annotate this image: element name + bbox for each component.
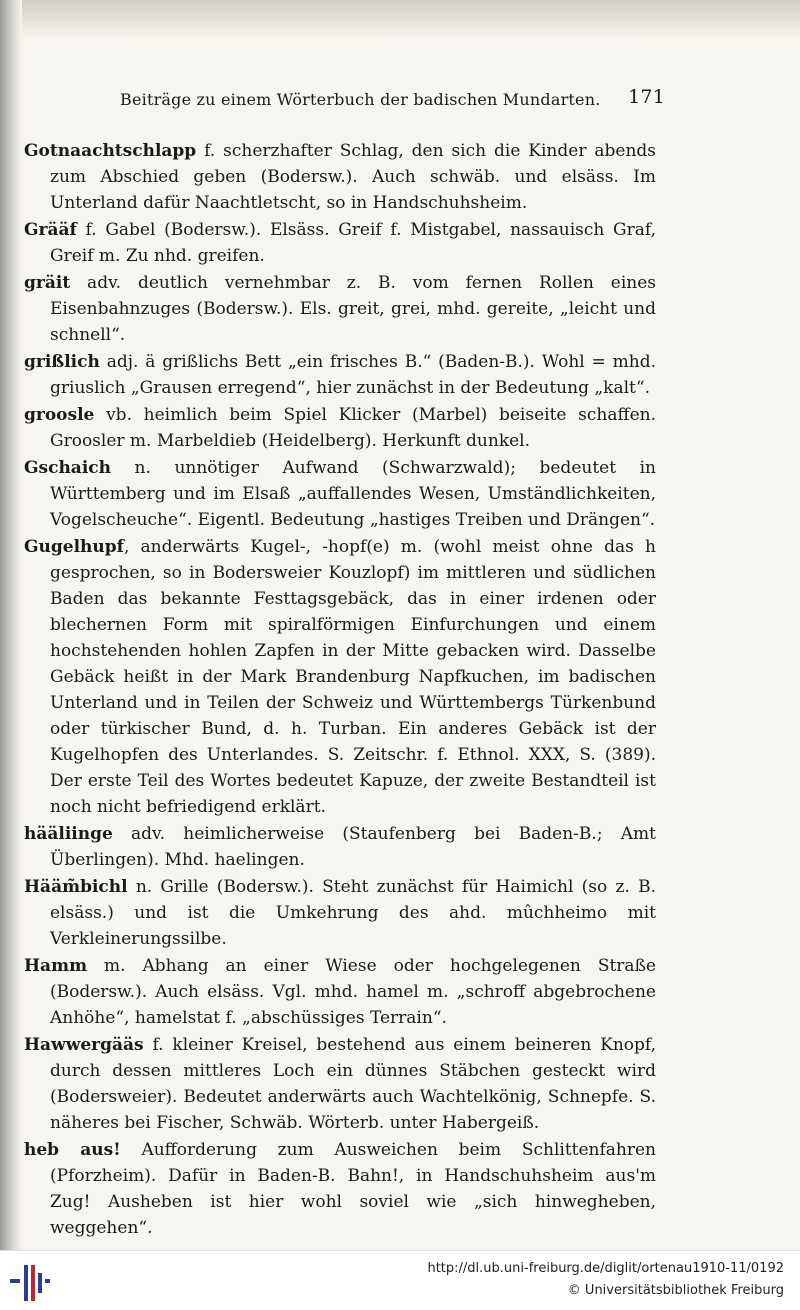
entry-text: m. Abhang an einer Wiese oder hochgelegenen Straße (Bodersw.). Auch elsäss. Vgl. mhd. hamel m. „schroff abgebrochene Anhöhe“, hamelstat f. „abschüssiges Terrain“. [50,956,656,1028]
entry-headword: Hamm [24,956,88,976]
entry-text: adv. deutlich vernehmbar z. B. vom fernen Rollen eines Eisenbahnzuges (Bodersw.). Els. greit, grei, mhd. gereite, „leicht und schnell“. [50,273,656,345]
page-binding-shadow [0,0,22,1250]
viewer-footer [0,1250,800,1310]
entry-headword: groosle [24,405,95,425]
ub-freiburg-logo-icon[interactable] [10,1261,50,1301]
dictionary-entry [24,874,656,952]
dictionary-entry [24,821,656,873]
entry-text: adj. ä grißlichs Bett „ein frisches B.“ (Baden-B.). Wohl = mhd. griuslich „Grausen erregend“, hier zunächst in der Bedeutung „kalt“. [50,352,656,398]
entry-text: n. unnötiger Aufwand (Schwarzwald); bedeutet in Württemberg und im Elsaß „auffallendes Wesen, Umständlichkeiten, Vogelscheuche“. Eigentl. Bedeutung „hastiges Treiben und Drängen“. [50,458,656,530]
entry-headword: Gotnaachtschlapp [24,141,197,161]
permalink-url[interactable]: http://dl.ub.uni-freiburg.de/diglit/ortenau1910-11/0192 [427,1261,784,1276]
page-number: 171 [628,86,665,108]
entry-text: f. scherzhafter Schlag, den sich die Kinder abends zum Abschied geben (Bodersw.). Auch schwäb. und elsäss. Im Unterland dafür Naachtletscht, so in Handschuhsheim. [50,141,656,213]
entry-headword: hääliinge [24,824,113,844]
entry-headword: grißlich [24,352,100,372]
entry-text: vb. heimlich beim Spiel Klicker (Marbel) beiseite schaffen. Groosler m. Marbeldieb (Heidelberg). Herkunft dunkel. [50,405,656,451]
page-shadow-top [0,0,800,40]
dictionary-entry [24,217,656,269]
dictionary-entry [24,402,656,454]
dictionary-entry [24,270,656,348]
entry-text: adv. heimlicherweise (Staufenberg bei Baden-B.; Amt Überlingen). Mhd. haelingen. [50,824,656,870]
dictionary-entry [24,534,656,820]
dictionary-entry [24,953,656,1031]
entry-headword: Grääf [24,220,77,240]
running-title: Beiträge zu einem Wörterbuch der badischen Mundarten. [120,90,601,109]
entry-headword: Gugelhupf [24,537,124,557]
entry-headword: Hawwergääs [24,1035,144,1055]
entry-text: , anderwärts Kugel-, -hopf(e) m. (wohl meist ohne das h gesprochen, so in Bodersweier Kouzlopf) im mittleren und südlichen Baden das bekannte Festtagsgebäck, das in einer irdenen oder blechernen Form mit spiralförmigen Einfurchungen und einem hochstehenden hohlen Zapfen in der Mitte gebacken wird. Dasselbe Gebäck heißt in der Mark Brandenburg Napfkuchen, im badischen Unterland und in Teilen der Schweiz und Württembergs Türkenbund oder türkischer Bund, d. h. Turban. Ein anderes Gebäck ist der Kugelhopfen des Unterlandes. S. Zeitschr. f. Ethnol. XXX, S. (389). Der erste Teil des Wortes bedeutet Kapuze, der zweite Bestandteil ist noch nicht befriedigend erklärt. [50,537,656,817]
dictionary-entry [24,455,656,533]
entry-headword: Gschaich [24,458,111,478]
dictionary-entry [24,349,656,401]
entry-text: f. Gabel (Bodersw.). Elsäss. Greif f. Mistgabel, nassauisch Graf, Greif m. Zu nhd. greifen. [50,220,656,266]
entry-text: f. kleiner Kreisel, bestehend aus einem beineren Knopf, durch dessen mittleres Loch ein dünnes Stäbchen gesteckt wird (Bodersweier). Bedeutet anderwärts auch Wachtelkönig, Schnepfe. S. näheres bei Fischer, Schwäb. Wörterb. unter Habergeiß. [50,1035,656,1133]
entry-text: Aufforderung zum Ausweichen beim Schlittenfahren (Pforzheim). Dafür in Baden-B. Bahn!, in Handschuhsheim aus'm Zug! Ausheben ist hier wohl soviel wie „sich hinwegheben, weggehen“. [50,1140,657,1238]
entry-headword: Hääm̃bichl [24,877,128,897]
entry-headword: gräit [24,273,71,293]
copyright-notice: © Universitätsbibliothek Freiburg [567,1283,784,1298]
dictionary-entry [24,1137,656,1241]
dictionary-entry [24,1032,656,1136]
dictionary-body [24,138,656,1242]
entry-headword: heb aus! [24,1140,121,1160]
entry-text: n. Grille (Bodersw.). Steht zunächst für Haimichl (so z. B. elsäss.) und ist die Umkehrung des ahd. mûchheimo mit Verkleinerungssilbe. [50,877,656,949]
dictionary-entry [24,138,656,216]
